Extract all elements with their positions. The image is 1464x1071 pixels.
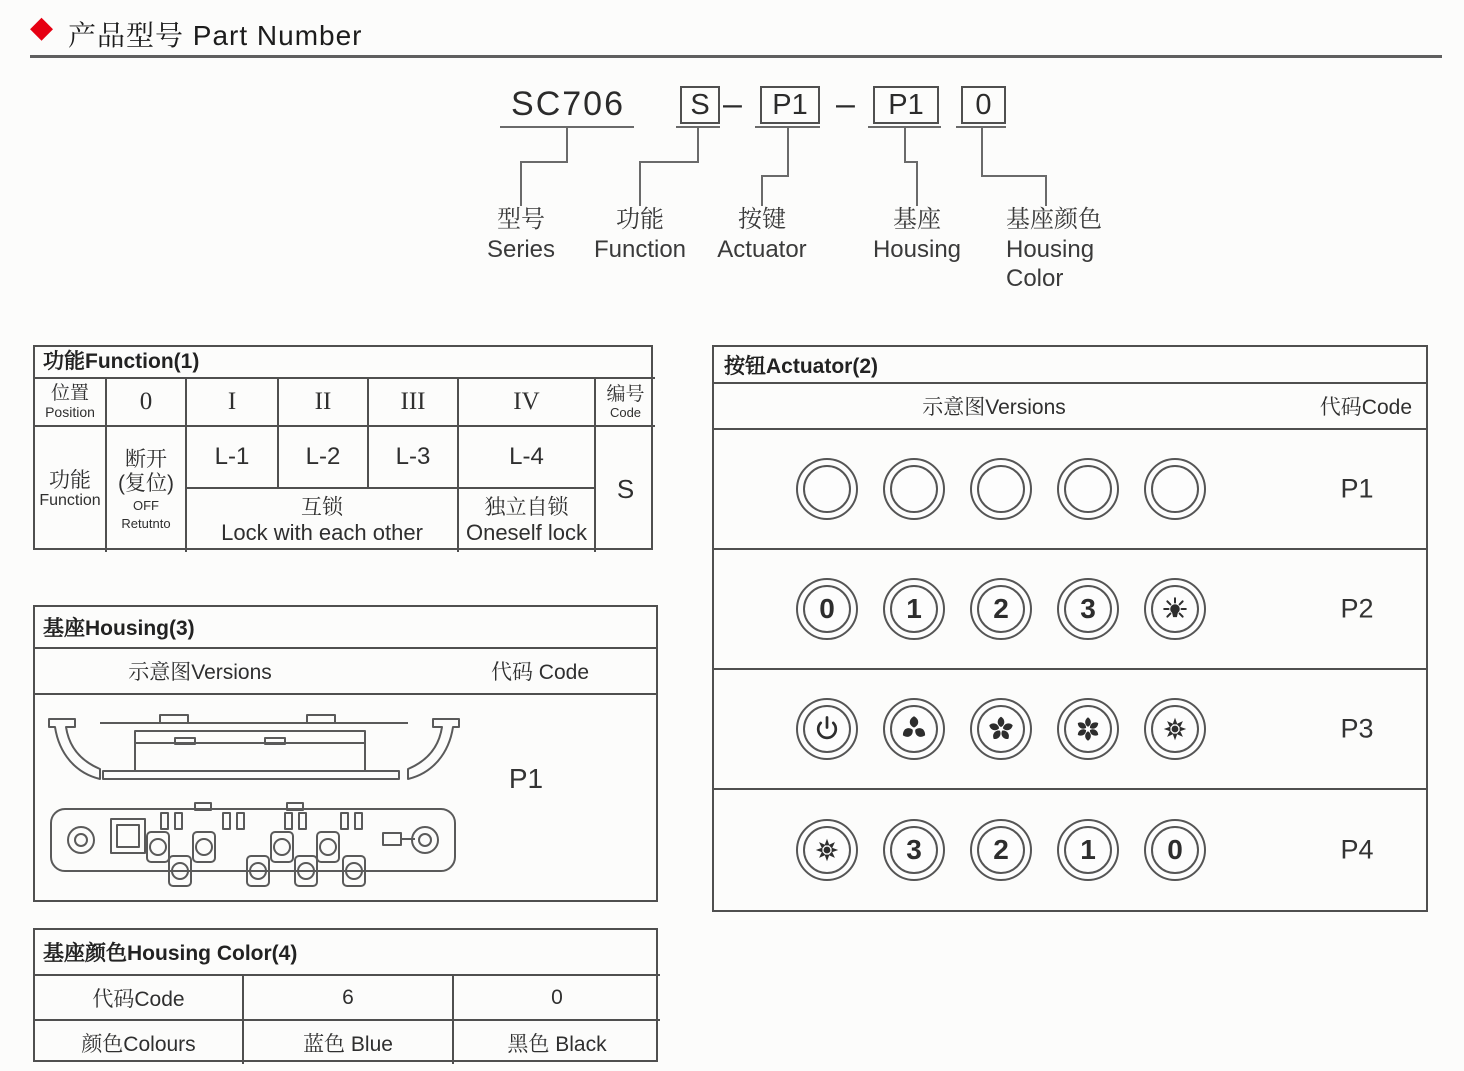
snowflake-face (1151, 705, 1199, 753)
lock-l1-cell: L-1 (185, 425, 277, 487)
title-divider (30, 55, 1442, 58)
label-housing: 基座 Housing (872, 206, 962, 263)
actuator-row-p3 (714, 670, 1426, 790)
actuator-button (1144, 819, 1206, 881)
color-name-blue: 蓝色 Blue (242, 1019, 452, 1064)
actuator-code: P3 (1340, 713, 1374, 744)
color-code-box: 0 (961, 86, 1006, 124)
position-4: IV (457, 377, 594, 425)
function-table (33, 345, 653, 550)
series-text: SC706 (511, 85, 625, 123)
blank-face (1151, 465, 1199, 513)
housing-color-table (33, 928, 658, 1062)
actuator-button (1144, 578, 1206, 640)
housing-table (33, 605, 658, 902)
digit-2-label: 2 (977, 585, 1025, 633)
flower-6-face (1064, 705, 1112, 753)
snowflake-face (803, 826, 851, 874)
code-header: 编号 Code (594, 377, 655, 425)
lock-l2-cell: L-2 (277, 425, 367, 487)
fan-face (890, 705, 938, 753)
position-0: 0 (105, 377, 185, 425)
power-face (803, 705, 851, 753)
actuator-button (1057, 578, 1119, 640)
housing-table-title: 基座Housing(3) (35, 607, 656, 649)
actuator-button (1144, 458, 1206, 520)
digit-0-label: 0 (803, 585, 851, 633)
label-housing-color: 基座颜色 Housing Color (1006, 206, 1102, 292)
flower-5-icon (986, 714, 1016, 744)
blank-face (890, 465, 938, 513)
actuator-button (883, 458, 945, 520)
snowflake-icon (1160, 714, 1190, 744)
fan-icon (899, 714, 929, 744)
actuator-code-box: P1 (760, 86, 820, 124)
off-return-cell: 断开 (复位) OFF Retutnto (105, 425, 185, 552)
label-actuator: 按键 Actuator (717, 206, 807, 263)
power-icon (812, 714, 842, 744)
actuator-button (1144, 698, 1206, 760)
housing-code-value: P1 (508, 763, 544, 794)
color-name-black: 黑色 Black (452, 1019, 660, 1064)
digit-1-label: 1 (890, 585, 938, 633)
dash-separator: – (836, 85, 855, 123)
position-3: III (367, 377, 457, 425)
label-series: 型号 Series (486, 206, 556, 263)
housing-technical-drawing (43, 701, 473, 901)
actuator-table-header (714, 384, 1426, 430)
actuator-buttons (796, 819, 1206, 881)
label-function: 功能 Function (593, 206, 687, 263)
digit-2-label: 2 (977, 826, 1025, 874)
actuator-button (1057, 819, 1119, 881)
actuator-button (970, 698, 1032, 760)
actuator-button (970, 458, 1032, 520)
actuator-code: P1 (1340, 473, 1374, 504)
actuator-buttons (796, 578, 1206, 640)
housing-color-title: 基座颜色Housing Color(4) (43, 942, 298, 965)
actuator-code: P4 (1340, 834, 1374, 865)
actuator-code: P2 (1340, 593, 1374, 624)
actuator-table-title: 按钮Actuator(2) (714, 347, 1426, 384)
flower-6-icon (1073, 714, 1103, 744)
code-header: 代码 Code (490, 661, 590, 684)
connector-lines (440, 128, 1140, 206)
actuator-button (1057, 698, 1119, 760)
color-name-label: 颜色Colours (35, 1019, 242, 1064)
position-1: I (185, 377, 277, 425)
housing-code-box: P1 (873, 86, 939, 124)
lock-l3-cell: L-3 (367, 425, 457, 487)
light-face (1151, 585, 1199, 633)
light-icon (1160, 594, 1190, 624)
actuator-button (970, 578, 1032, 640)
function-table-title: 功能Function(1) (43, 350, 200, 374)
color-code-black: 0 (452, 974, 660, 1019)
housing-table-body (35, 695, 656, 900)
blank-face (1064, 465, 1112, 513)
lock-l4-cell: L-4 (457, 425, 594, 487)
actuator-rows (714, 430, 1426, 910)
versions-header: 示意图Versions (922, 396, 1066, 420)
actuator-buttons (796, 698, 1206, 760)
housing-table-header (35, 649, 656, 695)
flower-5-face (977, 705, 1025, 753)
actuator-button (796, 578, 858, 640)
snowflake-icon (812, 835, 842, 865)
interlock-cell: 互锁 Lock with each other (185, 487, 457, 552)
actuator-button (970, 819, 1032, 881)
actuator-row-p2 (714, 550, 1426, 670)
position-2: II (277, 377, 367, 425)
blank-face (977, 465, 1025, 513)
code-header: 代码Code (1319, 396, 1412, 420)
versions-header: 示意图Versions (128, 661, 272, 684)
digit-0-label: 0 (1151, 826, 1199, 874)
actuator-buttons (796, 458, 1206, 520)
function-code-value: S (594, 425, 655, 552)
actuator-button (796, 819, 858, 881)
actuator-button (796, 458, 858, 520)
actuator-button (883, 819, 945, 881)
digit-1-label: 1 (1064, 826, 1112, 874)
dash-separator: – (723, 85, 742, 123)
color-code-blue: 6 (242, 974, 452, 1019)
actuator-table (712, 345, 1428, 912)
actuator-row-p1 (714, 430, 1426, 550)
position-header: 位置 Position (35, 377, 105, 425)
digit-3-label: 3 (1064, 585, 1112, 633)
actuator-button (796, 698, 858, 760)
section-diamond-icon: ◆ (30, 11, 54, 44)
color-code-label: 代码Code (35, 974, 242, 1019)
function-code-box: S (680, 86, 720, 124)
actuator-button (1057, 458, 1119, 520)
blank-face (803, 465, 851, 513)
selflock-cell: 独立自锁 Oneself lock (457, 487, 594, 552)
page-title: 产品型号 Part Number (68, 20, 363, 51)
digit-3-label: 3 (890, 826, 938, 874)
actuator-row-p4 (714, 790, 1426, 910)
actuator-button (883, 578, 945, 640)
function-row-header: 功能 Function (35, 425, 105, 552)
actuator-button (883, 698, 945, 760)
